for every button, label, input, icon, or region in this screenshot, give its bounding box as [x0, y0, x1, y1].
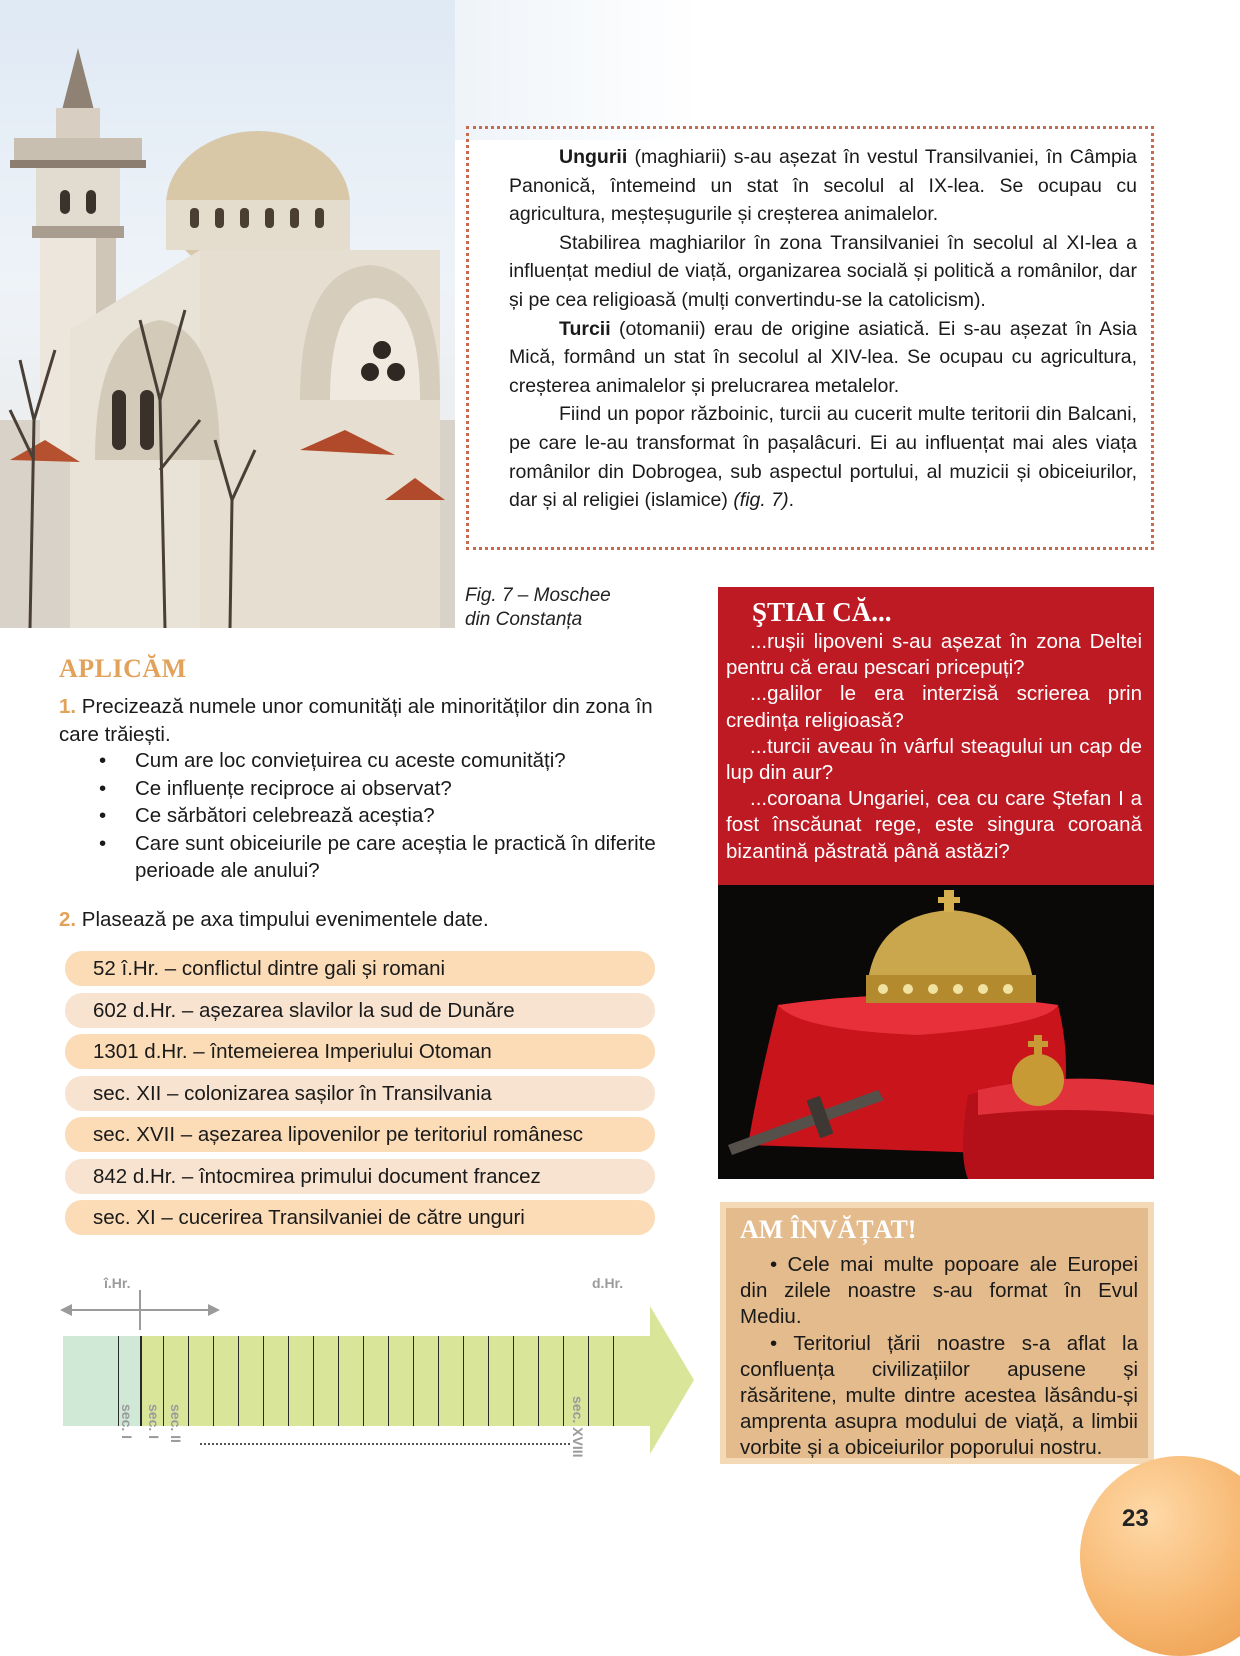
- bullet-text: Cum are loc conviețuirea cu aceste comunități?: [135, 749, 566, 772]
- did-you-know-item: ...coroana Ungariei, cea cu care Ștefan I a fost înscăunat rege, este singura coroană bizantină păstrată până astăzi?: [726, 787, 1142, 863]
- summary-title: AM ÎNVĂȚAT!: [740, 1215, 917, 1244]
- timeline-tick: [288, 1336, 289, 1426]
- did-you-know-box: [718, 587, 1154, 885]
- timeline-tick: [438, 1336, 439, 1426]
- paragraph-text: Fiind un popor războinic, turcii au cucerit multe teritorii din Balcani, pe care le-au transformat în pașalâcuri. Ei au influențat mai ales viața românilor din Dobrogea, sub aspectul portului, al muzicii și obiceiurilor, dar și al religiei (islamice): [509, 403, 1137, 512]
- task-1-bullets: [99, 747, 659, 885]
- aplicam-heading: APLICĂM: [59, 654, 187, 683]
- bullet-icon: •: [99, 804, 107, 827]
- timeline-double-arrow-icon: [60, 1290, 220, 1330]
- timeline-label-sec-i-ad: sec. I: [146, 1404, 162, 1440]
- did-you-know-item: ...galilor le era interzisă scrierea prin credința religioasă?: [726, 682, 1142, 732]
- task-number: 1.: [59, 695, 77, 718]
- did-you-know-item: ...rușii lipoveni s-au așezat în zona Deltei pentru că erau pescari pricepuți?: [726, 630, 1142, 680]
- timeline-dotted-line: [200, 1443, 570, 1445]
- figure-caption: [465, 584, 665, 632]
- term-hungarians: Ungurii: [559, 146, 628, 168]
- timeline-tick: [213, 1336, 214, 1426]
- caption-line: din Constanța: [465, 609, 583, 630]
- timeline-tick: [363, 1336, 364, 1426]
- timeline-tick: [488, 1336, 489, 1426]
- crown-illustration: [718, 885, 1154, 1179]
- bullet-item: [99, 802, 659, 830]
- event-item: 842 d.Hr. – întocmirea primului document francez: [65, 1159, 655, 1194]
- bullet-text: Ce sărbători celebrează aceștia?: [135, 804, 435, 827]
- bullet-icon: •: [99, 749, 107, 772]
- timeline-tick: [413, 1336, 414, 1426]
- paragraph-hungarian-influence: Stabilirea maghiarilor în zona Transilvaniei în secolul al XI-lea a influențat mediul de viață, organizarea socială și politică a românilor, dar și pe cea religioasă (mulți convertindu-se la catolicism).: [509, 231, 1137, 311]
- timeline-tick: [188, 1336, 189, 1426]
- paragraph-turks: [509, 315, 1137, 401]
- timeline-label-sec-i-bc: sec. I: [119, 1404, 135, 1440]
- task-2: [59, 906, 659, 934]
- hungarian-crown-photo: [718, 885, 1154, 1179]
- timeline-tick: [613, 1336, 614, 1426]
- task-text: Precizează numele unor comunități ale minorităților din zona în care trăiești.: [59, 695, 653, 746]
- timeline-bc-label: î.Hr.: [104, 1275, 131, 1291]
- summary-item: • Teritoriul țării noastre s-a aflat la confluența civilizațiilor apusene și răsăritene, multe dintre acestea lăsându-și amprenta asupra modului de viață, a limbii vorbite și a obiceiurilor poporului nostru.: [740, 1331, 1138, 1460]
- timeline-ad-label: d.Hr.: [592, 1275, 624, 1291]
- timeline-tick: [313, 1336, 314, 1426]
- figure-reference: (fig. 7): [733, 489, 789, 512]
- mosque-illustration: [0, 0, 455, 628]
- mosque-photo: [0, 0, 455, 628]
- timeline-arrow-icon: [650, 1306, 694, 1454]
- timeline-label-sec-ii: sec. II: [168, 1404, 184, 1443]
- task-text: Plasează pe axa timpului evenimentele date.: [76, 908, 489, 931]
- term-turks: Turcii: [559, 317, 611, 340]
- timeline-tick: [513, 1336, 514, 1426]
- timeline-tick: [538, 1336, 539, 1426]
- bullet-text: Care sunt obiceiurile pe care aceștia le practică în diferite perioade ale anului?: [135, 831, 656, 882]
- page-number: 23: [1122, 1505, 1149, 1532]
- bullet-text: Ce influențe reciproce ai observat?: [135, 776, 452, 800]
- timeline-zero-tick: [140, 1336, 142, 1426]
- event-item: sec. XVII – așezarea lipovenilor pe teritoriul românesc: [65, 1117, 655, 1152]
- sky-background: [440, 0, 700, 140]
- task-number: 2.: [59, 908, 77, 931]
- summary-item: • Cele mai multe popoare ale Europei din zilele noastre s-au format în Evul Mediu.: [740, 1253, 1138, 1329]
- event-item: sec. XII – colonizarea sașilor în Transilvania: [65, 1076, 655, 1111]
- bullet-icon: •: [99, 776, 107, 800]
- timeline-label-sec-xviii: sec. XVIII: [570, 1396, 586, 1458]
- paragraph-end: .: [788, 489, 794, 512]
- timeline-tick: [238, 1336, 239, 1426]
- paragraph-text: (otomanii) erau de origine asiatică. Ei s-au așezat în Asia Mică, formând un stat în secolul al XIV-lea. Se ocupau cu agricultura, creșterea animalelor și prelucrarea metalelor.: [509, 317, 1137, 397]
- event-item: 602 d.Hr. – așezarea slavilor la sud de Dunăre: [65, 993, 655, 1028]
- caption-line: Fig. 7 – Moschee: [465, 585, 611, 606]
- paragraph-text: (maghiarii) s-au așezat în vestul Transilvaniei, în Câmpia Panonică, întemeind un stat în secolul al IX-lea. Se ocupau cu agricultura, meșteșugurile și creșterea animalelor.: [509, 146, 1137, 226]
- timeline-tick: [338, 1336, 339, 1426]
- info-box: [466, 126, 1154, 550]
- timeline-tick: [563, 1336, 564, 1426]
- events-list: [65, 951, 655, 1242]
- bullet-item: [99, 830, 659, 885]
- timeline-tick: [588, 1336, 589, 1426]
- timeline-tick: [463, 1336, 464, 1426]
- bullet-item: [99, 747, 659, 775]
- page-number-badge: [1080, 1456, 1240, 1656]
- bullet-item: [99, 775, 659, 803]
- did-you-know-title: ŞTIAI CĂ...: [752, 597, 892, 627]
- timeline-tick: [388, 1336, 389, 1426]
- event-item: 1301 d.Hr. – întemeierea Imperiului Otoman: [65, 1034, 655, 1069]
- paragraph-turkish-influence: [509, 400, 1137, 514]
- did-you-know-item: ...turcii aveau în vârful steagului un cap de lup din aur?: [726, 734, 1142, 785]
- event-item: 52 î.Hr. – conflictul dintre gali și romani: [65, 951, 655, 986]
- event-item: sec. XI – cucerirea Transilvaniei de către unguri: [65, 1200, 655, 1235]
- timeline-tick: [163, 1336, 164, 1426]
- summary-box: [720, 1202, 1154, 1464]
- task-1: [59, 693, 659, 748]
- paragraph-hungarians: [509, 143, 1137, 229]
- bullet-icon: •: [99, 831, 107, 855]
- timeline-tick: [263, 1336, 264, 1426]
